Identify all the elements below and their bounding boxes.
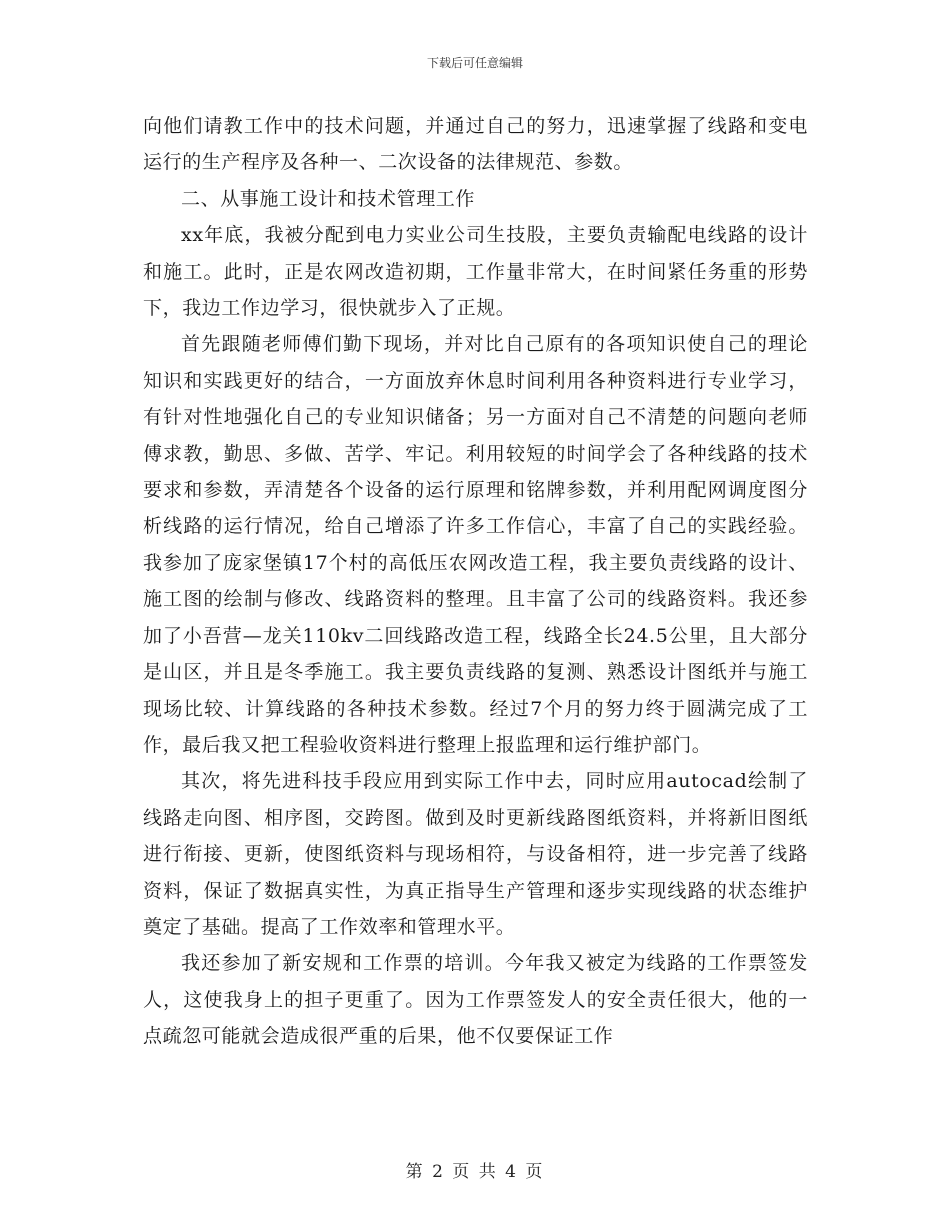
section-heading: 二、从事施工设计和技术管理工作 [181, 187, 476, 210]
paragraph-5: 我还参加了新安规和工作票的培训。今年我又被定为线路的工作票签发人，这使我身上的担子更重了。因为工作票签发人的安全责任很大，他的一点疏忽可能就会造成很严重的后果，他不仅要保证工作 [143, 952, 808, 1048]
paragraph-4: 其次，将先进科技手段应用到实际工作中去，同时应用autocad绘制了线路走向图、相序图，交跨图。做到及时更新线路图纸资料，并将新旧图纸进行衔接、更新，使图纸资料与现场相符，与设备相符，进一步完善了线路资料，保证了数据真实性，为真正指导生产管理和逐步实现线路的状态维护奠定了基础。提高了工作效率和管理水平。 [143, 770, 808, 938]
page-number: 第 2 页 共 4 页 [405, 1162, 545, 1182]
paragraph-1: 向他们请教工作中的技术问题，并通过自己的努力，迅速掌握了线路和变电运行的生产程序及各种一、二次设备的法律规范、参数。 [143, 115, 808, 174]
page-header: 下载后可任意编辑 [426, 56, 523, 70]
paragraph-2: xx年底，我被分配到电力实业公司生技股，主要负责输配电线路的设计和施工。此时，正是农网改造初期，工作量非常大，在时间紧任务重的形势下，我边工作边学习，很快就步入了正规。 [143, 224, 808, 320]
document-body [143, 108, 808, 1055]
paragraph-3: 首先跟随老师傅们勤下现场，并对比自己原有的各项知识使自己的理论知识和实践更好的结合，一方面放弃休息时间利用各种资料进行专业学习，有针对性地强化自己的专业知识储备；另一方面对自己不清楚的问题向老师傅求教，勤思、多做、苦学、牢记。利用较短的时间学会了各种线路的技术要求和参数，弄清楚各个设备的运行原理和铭牌参数，并利用配网调度图分析线路的运行情况，给自己增添了许多工作信心，丰富了自己的实践经验。我参加了庞家堡镇17个村的高低压农网改造工程，我主要负责线路的设计、施工图的绘制与修改、线路资料的整理。且丰富了公司的线路资料。我还参加了小吾营—龙关110kv二回线路改造工程，线路全长24.5公里，且大部分是山区，并且是冬季施工。我主要负责线路的复测、熟悉设计图纸并与施工现场比较、计算线路的各种技术参数。经过7个月的努力终于圆满完成了工作，最后我又把工程验收资料进行整理上报监理和运行维护部门。 [143, 333, 808, 756]
